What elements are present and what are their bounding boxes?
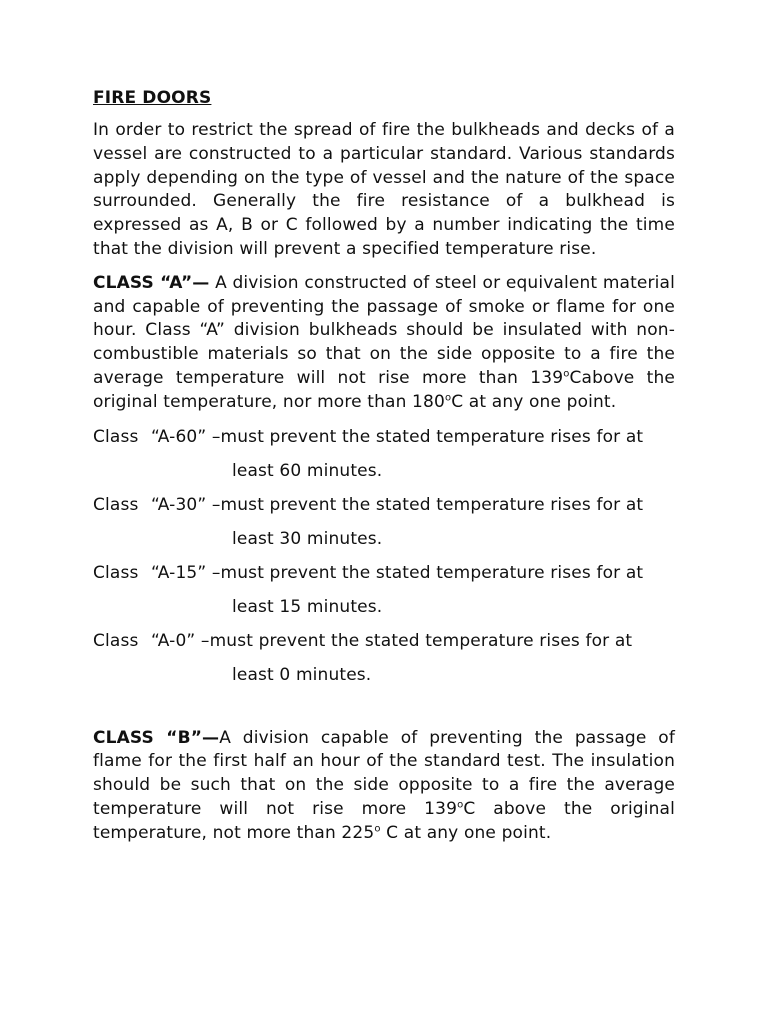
class-a60-continuation: least 60 minutes. <box>232 460 383 481</box>
document-page <box>93 86 675 856</box>
degree-symbol: o <box>457 799 464 811</box>
document-title: FIRE DOORS <box>93 88 212 108</box>
class-a0-item <box>93 629 675 687</box>
class-a0-desc: “A-0” –must prevent the stated temperature rises for at <box>151 630 633 651</box>
class-a30-continuation: least 30 minutes. <box>232 528 383 549</box>
class-a0-continuation: least 0 minutes. <box>232 664 372 685</box>
class-a15-item <box>93 561 675 619</box>
class-label: Class <box>93 630 139 651</box>
class-label: Class <box>93 562 139 583</box>
class-a-text-3: C at any one point. <box>451 391 617 412</box>
class-b-text-1: A division capable of preventing the passage of flame for the first half an hour of the standard test. The insulation should be such that on the side opposite to a fire the average temperature will not rise more 139 <box>93 727 675 819</box>
class-a60-desc: “A-60” –must prevent the stated temperature rises for at <box>151 426 644 447</box>
class-a15-continuation: least 15 minutes. <box>232 596 383 617</box>
class-label: Class <box>93 426 139 447</box>
class-a0-line <box>93 629 675 653</box>
class-a30-item <box>93 493 675 551</box>
intro-paragraph: In order to restrict the spread of fire the bulkheads and decks of a vessel are constructed to a particular standard. Various standards apply depending on the type of vessel and the nature of the space surrounded. Generally the fire resistance of a bulkhead is expressed as A, B or C followed by a number indicating the time that the division will prevent a specified temperature rise. <box>93 120 675 259</box>
class-a60-line <box>93 425 675 449</box>
degree-symbol: o <box>374 823 381 835</box>
degree-symbol: o <box>444 392 452 404</box>
class-b-heading: CLASS “B”— <box>93 727 220 748</box>
class-b-text-2: C above the original temperature, not more than 225 <box>93 798 675 843</box>
class-b-text-3: C at any one point. <box>380 822 552 843</box>
class-b-paragraph <box>93 727 675 846</box>
degree-symbol: o <box>563 368 570 380</box>
class-a15-line <box>93 561 675 585</box>
class-label: Class <box>93 494 139 515</box>
class-a-text-1: A division constructed of steel or equivalent material and capable of preventing the passage of smoke or flame for one hour. Class “A” division bulkheads should be insulated with non-combustible materials so that on the side opposite to a fire the average temperature will not rise more than 139 <box>93 272 675 388</box>
class-a15-desc: “A-15” –must prevent the stated temperature rises for at <box>151 562 644 583</box>
class-a-text-2: Cabove the original temperature, nor more than 180 <box>93 367 675 412</box>
spacer <box>93 697 675 727</box>
class-a30-line <box>93 493 675 517</box>
class-a-paragraph <box>93 272 675 415</box>
class-a30-desc: “A-30” –must prevent the stated temperature rises for at <box>151 494 644 515</box>
class-a-heading: CLASS “A”— <box>93 272 210 293</box>
class-a60-item <box>93 425 675 483</box>
